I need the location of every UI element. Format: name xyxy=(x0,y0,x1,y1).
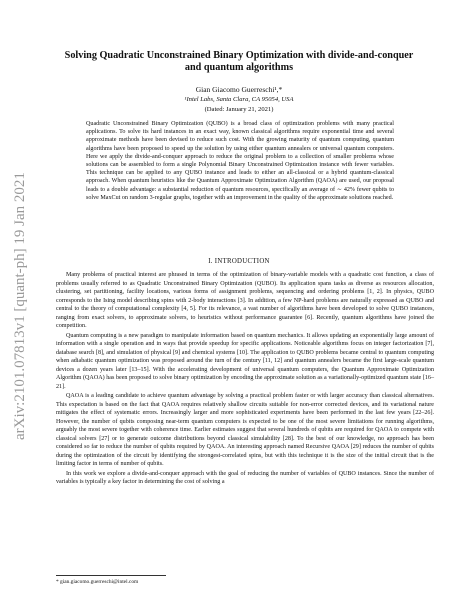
footnote-email[interactable]: * gian.giacomo.guerreschi@intel.com xyxy=(56,579,139,585)
abstract: Quadratic Unconstrained Binary Optimization (QUBO) is a broad class of optimization problems with many practical applications. To solve its hard instances in an exact way, known classical algorithms require exponential time and several approximate methods have been devised to reduce such cost. With the growing maturity of quantum computing, quantum algorithms have been proposed to speed up the solution by using either quantum annealers or universal quantum computers. Here we apply the divide-and-conquer approach to reduce the original problem to a collection of smaller problems whose solutions can be assembled to form a single Polynomial Binary Unconstrained Optimization instance with fewer variables. This technique can be applied to any QUBO instance and leads to either an all-classical or a hybrid quantum-classical approach. When quantum heuristics like the Quantum Approximate Optimization Algorithm (QAOA) are used, our proposal leads to a double advantage: a substantial reduction of quantum resources, specifically an average of ∼ 42% fewer qubits to solve MaxCut on random 3-regular graphs, together with an improvement in the quality of the approximate solutions reached. xyxy=(86,121,394,201)
paragraph: Quantum computing is a new paradigm to manipulate information based on quantum mechanics. It allows updating an exponentially large amount of information with a single operation and in ways that provide speedup for specific applications. Noticeable algorithms focus on integer factorization [7], database search [8], and simulation of physical [9] and chemical systems [10]. The application to QUBO problems became central to quantum computing when adiabatic quantum optimization was proposed around the turn of the century [11, 12] and quantum annealers became the first large-scale quantum devices a dozen years later [13–15]. With the accelerating development of universal quantum computers, the Quantum Approximate Optimization Algorithm (QAOA) has been proposed to solve binary optimization by encoding the approximate solution as a variationally-optimized quantum state [16–21]. xyxy=(56,332,434,390)
paper-title: Solving Quadratic Unconstrained Binary Optimization with divide-and-conquer and quantum algorithms xyxy=(64,50,414,73)
paragraph: QAOA is a leading candidate to achieve quantum advantage by solving a practical problem faster or with larger accuracy than classical alternatives. This expectation is based on the fact that QAOA requires relatively shallow circuits suitable for non-error corrected devices, and its variational nature mitigates the effect of systematic errors. Increasingly larger and more sophisticated experiments have been performed in the last few years [22–26]. However, the number of qubits composing near-term quantum computers is expected to be one of the most severe limitations for running algorithms, arguably the most severe together with coherence time. Earlier estimates suggest that several hundreds of qubits are required for QAOA to compete with classical solvers [27] or to generate outcome distributions beyond classical simulability [28]. To the best of our knowledge, no approach has been considered so far to reduce the number of qubits required by QAOA. An interesting approach named Recursive QAOA [29] reduces the number of qubits during the optimization of the circuit by identifying the strongest-correlated spins, but with this technique it is the size of the initial circuit that is the limiting factor in terms of number of qubits. xyxy=(56,393,434,467)
date-line: (Dated: January 21, 2021) xyxy=(204,106,274,113)
arxiv-identifier[interactable]: arXiv:2101.07813v1 [quant-ph] 19 Jan 2021 xyxy=(12,172,28,440)
paragraph: Many problems of practical interest are phrased in terms of the optimization of binary-variable models with a quadratic cost function, a class of problems usually referred to as Quadratic Unconstrained Binary Optimization (QUBO). Its application spans tasks as diverse as resources allocation, clustering, set partitioning, facility locations, various forms of assignment problems, sequencing and ordering problems [1, 2]. In physics, QUBO corresponds to the Ising model describing spins with 2-body interactions [3]. In addition, a few NP-hard problems are naturally expressed as QUBO and central to the theory of computational complexity [4, 5]. For its relevance, a vast number of algorithms have been developed to solve QUBO instances, ranging from exact solvers, to approximate solvers, to heuristics without performance guarantee [6]. Recently, quantum algorithms have joined the competition. xyxy=(56,272,434,329)
author-name: Gian Giacomo Guerreschi¹,* xyxy=(195,85,283,94)
paragraph: In this work we explore a divide-and-conquer approach with the goal of reducing the number of variables of QUBO instances. Since the number of variables is typically a key factor in determining the cost of solving a xyxy=(56,470,434,485)
arxiv-identifier-margin xyxy=(12,140,28,440)
introduction-body xyxy=(56,271,434,488)
author-affiliation: ¹Intel Labs, Santa Clara, CA 95054, USA xyxy=(184,96,294,103)
section-heading-introduction: I. INTRODUCTION xyxy=(208,258,270,265)
footnote-divider xyxy=(56,575,166,576)
